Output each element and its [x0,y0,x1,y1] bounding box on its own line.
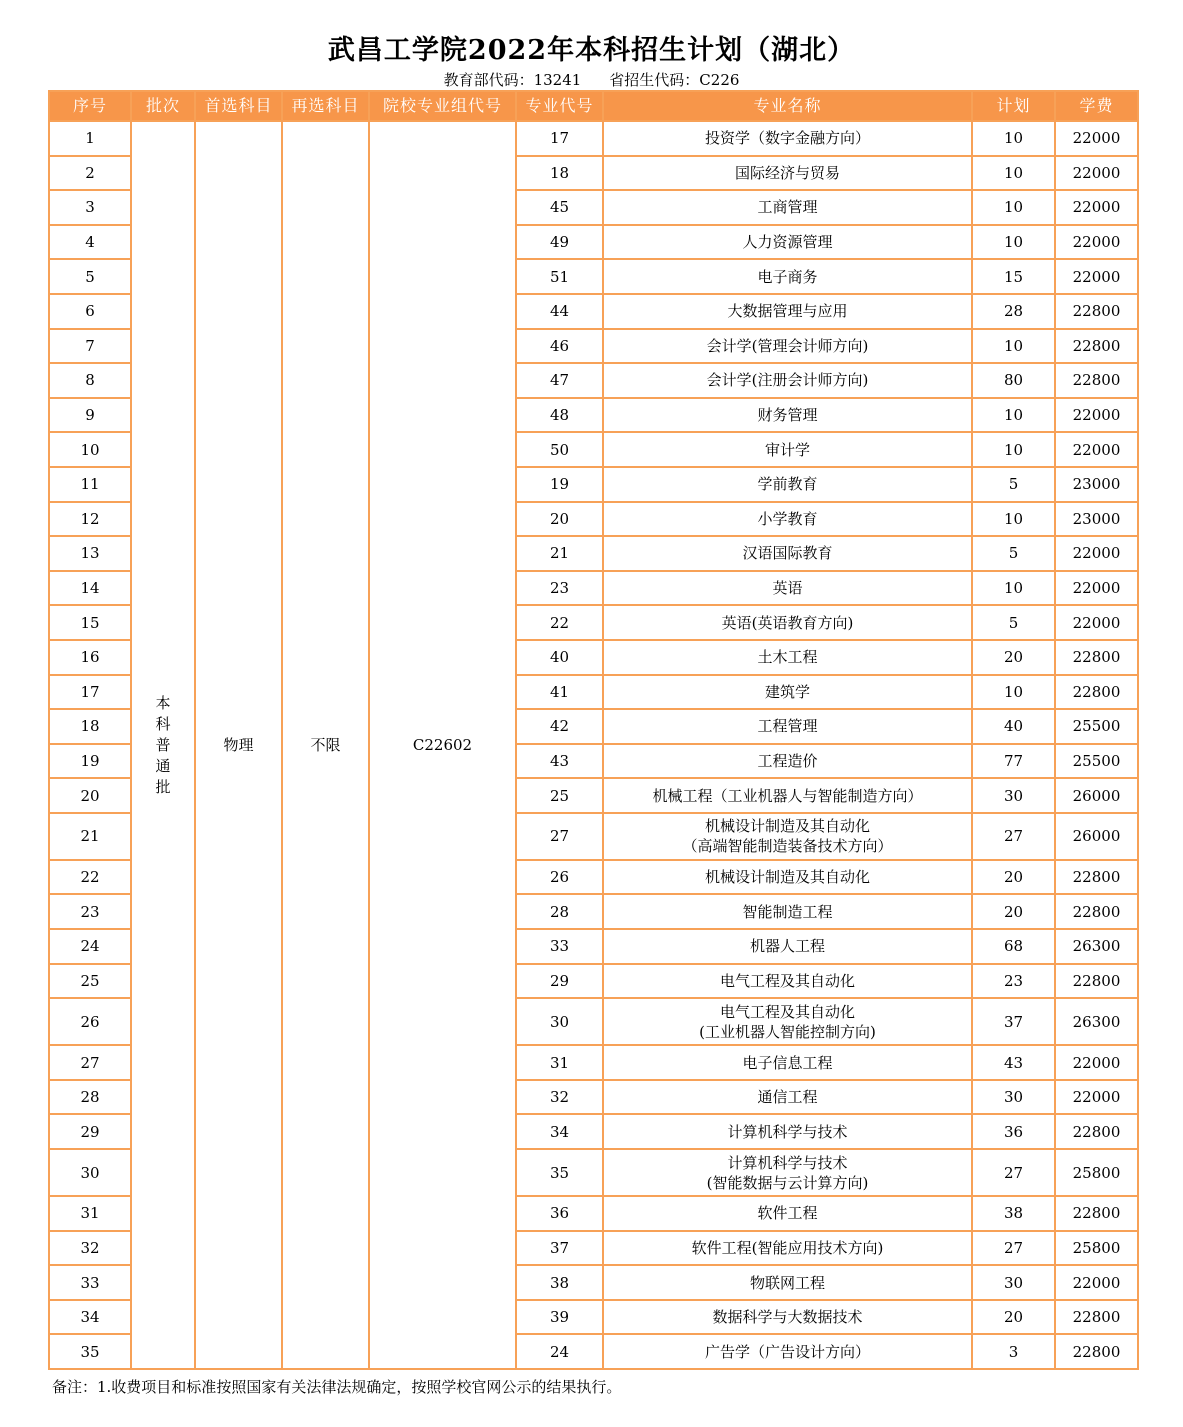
batch-text: 本 科 普 通 批 [155,693,171,796]
major-name-line: 财务管理 [757,406,818,425]
row-no: 20 [50,779,132,814]
major-code: 32 [517,1081,604,1116]
plan-count: 3 [973,1335,1056,1370]
major-code: 35 [517,1150,604,1197]
tuition-fee: 22000 [1056,191,1139,226]
plan-count: 27 [973,1232,1056,1267]
plan-count: 20 [973,1301,1056,1336]
major-name [604,1081,973,1116]
plan-count: 10 [973,122,1056,157]
major-code: 24 [517,1335,604,1370]
major-name [604,1046,973,1081]
major-name-line: 物联网工程 [749,1273,825,1292]
row-no: 22 [50,861,132,896]
major-code: 25 [517,779,604,814]
major-code: 20 [517,503,604,538]
major-name-line: 通信工程 [757,1088,818,1107]
header-first-subject: 首选科目 [196,92,283,122]
row-no: 24 [50,930,132,965]
plan-count: 10 [973,572,1056,607]
major-code: 48 [517,399,604,434]
major-name [604,1335,973,1370]
plan-count: 43 [973,1046,1056,1081]
major-name [604,399,973,434]
plan-count: 10 [973,433,1056,468]
major-name-line: 工程管理 [757,717,818,736]
row-no: 31 [50,1197,132,1232]
major-code: 51 [517,260,604,295]
tuition-fee: 22800 [1056,965,1139,1000]
major-name [604,330,973,365]
major-name [604,468,973,503]
tuition-fee: 22800 [1056,895,1139,930]
tuition-fee: 22000 [1056,433,1139,468]
row-no: 21 [50,814,132,861]
tuition-fee: 22000 [1056,606,1139,641]
major-name-line: 机器人工程 [749,937,825,956]
row-no: 26 [50,999,132,1046]
major-name [604,1115,973,1150]
enrollment-plan-table [48,90,1139,1370]
tuition-fee: 22000 [1056,226,1139,261]
major-code: 27 [517,814,604,861]
major-code: 44 [517,295,604,330]
major-name-line: 大数据管理与应用 [727,302,848,321]
major-code: 28 [517,895,604,930]
row-no: 29 [50,1115,132,1150]
major-code: 42 [517,710,604,745]
major-name-line: 审计学 [764,440,810,459]
plan-count: 30 [973,1081,1056,1116]
major-name [604,676,973,711]
major-code: 31 [517,1046,604,1081]
plan-count: 36 [973,1115,1056,1150]
header-group-code: 院校专业组代号 [370,92,517,122]
major-name-line: 智能制造工程 [742,902,833,921]
major-name [604,191,973,226]
batch-cell [132,122,196,1370]
major-name [604,295,973,330]
major-name-line: 电子信息工程 [742,1053,833,1072]
major-name-line: 汉语国际教育 [742,544,833,563]
row-no: 33 [50,1266,132,1301]
major-name-line: 会计学(注册会计师方向) [706,371,869,390]
tuition-fee: 22800 [1056,861,1139,896]
row-no: 15 [50,606,132,641]
plan-count: 30 [973,1266,1056,1301]
plan-count: 5 [973,537,1056,572]
major-code: 21 [517,537,604,572]
tuition-fee: 23000 [1056,468,1139,503]
plan-count: 68 [973,930,1056,965]
first-subject-cell: 物理 [196,122,283,1370]
tuition-fee: 22000 [1056,260,1139,295]
row-no: 3 [50,191,132,226]
province-code: 省招生代码：C226 [609,71,740,89]
tuition-fee: 22000 [1056,122,1139,157]
plan-count: 40 [973,710,1056,745]
row-no: 23 [50,895,132,930]
tuition-fee: 22800 [1056,1197,1139,1232]
row-no: 2 [50,157,132,192]
plan-count: 20 [973,861,1056,896]
row-no: 34 [50,1301,132,1336]
major-name [604,226,973,261]
plan-count: 80 [973,364,1056,399]
major-name [604,364,973,399]
major-name-direction: （高端智能制造装备技术方向） [682,837,893,856]
major-name-line: 人力资源管理 [742,233,833,252]
plan-count: 77 [973,745,1056,780]
tuition-fee: 25800 [1056,1232,1139,1267]
major-name [604,895,973,930]
plan-count: 10 [973,676,1056,711]
row-no: 4 [50,226,132,261]
major-name [604,779,973,814]
major-name [604,745,973,780]
row-no: 28 [50,1081,132,1116]
plan-count: 10 [973,399,1056,434]
major-name [604,1301,973,1336]
major-name [604,965,973,1000]
major-name [604,260,973,295]
major-code: 38 [517,1266,604,1301]
major-name-line: 机械工程（工业机器人与智能制造方向） [652,786,923,805]
major-name-direction: (智能数据与云计算方向) [706,1173,869,1192]
major-name-line: 机械设计制造及其自动化 [704,817,870,836]
major-code: 39 [517,1301,604,1336]
major-name [604,814,973,861]
major-code: 33 [517,930,604,965]
major-name-line: 电子商务 [757,267,818,286]
plan-count: 28 [973,295,1056,330]
row-no: 13 [50,537,132,572]
major-code: 18 [517,157,604,192]
plan-count: 20 [973,895,1056,930]
tuition-fee: 22800 [1056,330,1139,365]
row-no: 12 [50,503,132,538]
header-major-name: 专业名称 [604,92,973,122]
major-name [604,606,973,641]
tuition-fee: 22000 [1056,572,1139,607]
major-name-line: 广告学（广告设计方向） [704,1342,870,1361]
plan-count: 10 [973,157,1056,192]
major-code: 23 [517,572,604,607]
major-code: 26 [517,861,604,896]
major-name [604,503,973,538]
plan-count: 10 [973,503,1056,538]
major-name [604,1150,973,1197]
header-plan: 计划 [973,92,1056,122]
tuition-fee: 22800 [1056,676,1139,711]
row-no: 5 [50,260,132,295]
second-subject-cell: 不限 [283,122,370,1370]
major-code: 34 [517,1115,604,1150]
row-no: 18 [50,710,132,745]
major-code: 30 [517,999,604,1046]
major-name-line: 会计学(管理会计师方向) [706,336,869,355]
major-code: 19 [517,468,604,503]
tuition-fee: 22800 [1056,1301,1139,1336]
row-no: 19 [50,745,132,780]
plan-count: 30 [973,779,1056,814]
major-name-line: 机械设计制造及其自动化 [704,868,870,887]
major-name [604,433,973,468]
tuition-fee: 25500 [1056,745,1139,780]
major-name [604,641,973,676]
table-header-row [50,92,1139,122]
header-no: 序号 [50,92,132,122]
major-code: 50 [517,433,604,468]
major-name-line: 软件工程 [757,1204,818,1223]
tuition-fee: 25800 [1056,1150,1139,1197]
major-name-line: 软件工程(智能应用技术方向) [691,1238,884,1257]
major-name-line: 土木工程 [757,648,818,667]
major-name [604,861,973,896]
major-name-direction: (工业机器人智能控制方向) [699,1022,876,1041]
plan-count: 23 [973,965,1056,1000]
tuition-fee: 26000 [1056,814,1139,861]
major-name-line: 投资学（数字金融方向） [704,129,870,148]
plan-count: 20 [973,641,1056,676]
tuition-fee: 22800 [1056,1115,1139,1150]
header-second-subject: 再选科目 [283,92,370,122]
major-code: 49 [517,226,604,261]
major-code: 45 [517,191,604,226]
major-name-line: 计算机科学与技术 [727,1153,848,1172]
major-name [604,1197,973,1232]
plan-count: 38 [973,1197,1056,1232]
major-name [604,122,973,157]
plan-count: 10 [973,330,1056,365]
plan-count: 10 [973,226,1056,261]
major-name-line: 电气工程及其自动化 [719,1002,855,1021]
tuition-fee: 22800 [1056,641,1139,676]
row-no: 8 [50,364,132,399]
plan-count: 5 [973,468,1056,503]
major-name [604,710,973,745]
major-name [604,537,973,572]
tuition-fee: 22800 [1056,364,1139,399]
row-no: 17 [50,676,132,711]
major-name-line: 国际经济与贸易 [734,163,840,182]
major-name-line: 工程造价 [757,751,818,770]
row-no: 16 [50,641,132,676]
ministry-code: 教育部代码：13241 [443,71,582,89]
plan-count: 37 [973,999,1056,1046]
row-no: 35 [50,1335,132,1370]
major-name [604,572,973,607]
major-code: 46 [517,330,604,365]
tuition-fee: 26300 [1056,999,1139,1046]
header-major-code: 专业代号 [517,92,604,122]
row-no: 14 [50,572,132,607]
major-name-line: 电气工程及其自动化 [719,971,855,990]
code-line [0,69,1183,90]
row-no: 30 [50,1150,132,1197]
plan-count: 27 [973,1150,1056,1197]
plan-count: 5 [973,606,1056,641]
tuition-fee: 22000 [1056,1266,1139,1301]
row-no: 27 [50,1046,132,1081]
row-no: 9 [50,399,132,434]
major-name-line: 英语(英语教育方向) [721,613,854,632]
tuition-fee: 22800 [1056,295,1139,330]
tuition-fee: 22000 [1056,1046,1139,1081]
tuition-fee: 23000 [1056,503,1139,538]
major-name-line: 数据科学与大数据技术 [712,1308,863,1327]
tuition-fee: 22000 [1056,1081,1139,1116]
major-name-line: 英语 [772,579,803,598]
row-no: 7 [50,330,132,365]
row-no: 6 [50,295,132,330]
major-code: 17 [517,122,604,157]
table-row [50,122,1139,157]
footnote: 备注：1.收费项目和标准按照国家有关法律法规确定，按照学校官网公示的结果执行。 [52,1378,622,1396]
plan-count: 27 [973,814,1056,861]
major-name [604,157,973,192]
plan-count: 15 [973,260,1056,295]
tuition-fee: 26300 [1056,930,1139,965]
major-name-line: 计算机科学与技术 [727,1122,848,1141]
header-batch: 批次 [132,92,196,122]
major-name-line: 建筑学 [764,682,810,701]
row-no: 32 [50,1232,132,1267]
page-title: 武昌工学院2022年本科招生计划（湖北） [327,35,856,66]
tuition-fee: 22800 [1056,1335,1139,1370]
major-code: 37 [517,1232,604,1267]
plan-count: 10 [973,191,1056,226]
major-name [604,1232,973,1267]
tuition-fee: 22000 [1056,157,1139,192]
major-name-line: 小学教育 [757,509,818,528]
tuition-fee: 26000 [1056,779,1139,814]
major-code: 43 [517,745,604,780]
tuition-fee: 22000 [1056,399,1139,434]
major-name-line: 学前教育 [757,475,818,494]
tuition-fee: 22000 [1056,537,1139,572]
row-no: 11 [50,468,132,503]
major-code: 36 [517,1197,604,1232]
row-no: 10 [50,433,132,468]
header-fee: 学费 [1056,92,1139,122]
row-no: 1 [50,122,132,157]
tuition-fee: 25500 [1056,710,1139,745]
row-no: 25 [50,965,132,1000]
major-code: 47 [517,364,604,399]
major-name-line: 工商管理 [757,198,818,217]
major-code: 40 [517,641,604,676]
major-name [604,999,973,1046]
major-code: 22 [517,606,604,641]
group-code-cell: C22602 [370,122,517,1370]
major-name [604,1266,973,1301]
major-code: 29 [517,965,604,1000]
major-name [604,930,973,965]
major-code: 41 [517,676,604,711]
